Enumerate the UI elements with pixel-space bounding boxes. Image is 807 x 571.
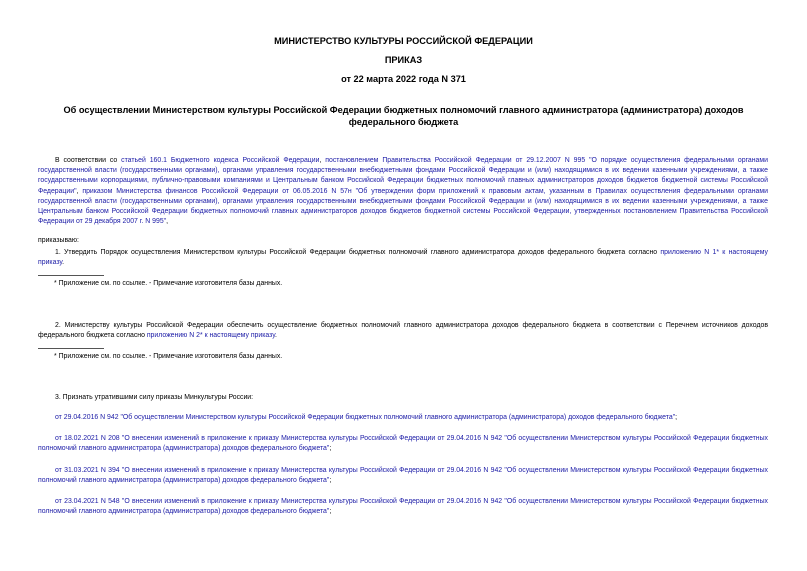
document-title: Об осуществлении Министерством культуры Российской Федерации бюджетных полномочий главного администратора (администратора) доходов федерального бюджета [63, 105, 744, 127]
orders-label: приказываю: [38, 237, 79, 244]
footnote-2: * Приложение см. по ссылке. - Примечание изготовителя базы данных. [54, 353, 283, 360]
item-2-end: . [275, 332, 277, 340]
ministry-heading: МИНИСТЕРСТВО КУЛЬТУРЫ РОССИЙСКОЙ ФЕДЕРАЦИИ [274, 36, 533, 46]
footnote-1: * Приложение см. по ссылке. - Примечание изготовителя базы данных. [54, 280, 283, 287]
repealed-order-link[interactable]: от 23.04.2021 N 548 "О внесении изменений в приложение к приказу Министерства культуры Российской Федерации от 29.04.2016 N 942 "Об осуществлении Министерством культуры Российской Федерации бюджетных полномочий главного администратора (администратора) доходов федерального бюджета" [38, 498, 768, 516]
government-resolution-link[interactable]: постановлением Правительства Российской Федерации от 29.12.2007 N 995 "О порядке осуществления федеральными органами государственной власти (государственными органами), органами управления государственными внебюджетными фондами Российской Федерации и (или) находящимися в их ведении казенными учреждениями, а также государственными корпорациями, публично-правовыми компаниями и Центральным банком Российской Федерации бюджетных полномочий главных администраторов доходов бюджетов бюджетной системы Российской Федерации" [38, 157, 768, 195]
document-type-heading: ПРИКАЗ [384, 55, 423, 65]
appendix-1-link[interactable]: приложению N 1* к настоящему приказу [38, 249, 768, 267]
item-1-paragraph [38, 248, 768, 268]
repealed-order-item: от 23.04.2021 N 548 "О внесении изменений в приложение к приказу Министерства культуры Российской Федерации от 29.04.2016 N 942 "Об осуществлении Министерством культуры Российской Федерации бюджетных полномочий главного администратора (администратора) доходов федерального бюджета"; [38, 498, 768, 516]
preamble-text: В соответствии со [55, 157, 122, 164]
appendix-2-link[interactable]: приложению N 2* к настоящему приказу [146, 332, 275, 340]
footnote-separator [38, 348, 104, 349]
item-3-paragraph: 3. Признать утратившими силу приказы Минкультуры России: [55, 394, 254, 401]
budget-code-link[interactable]: статьей 160.1 Бюджетного кодекса Российской Федерации [121, 157, 320, 164]
item-1-end: . [62, 259, 65, 267]
repealed-order-item: от 31.03.2021 N 394 "О внесении изменений в приложение к приказу Министерства культуры Российской Федерации от 29.04.2016 N 942 "Об осуществлении Министерством культуры Российской Федерации бюджетных полномочий главного администратора (администратора) доходов федерального бюджета"; [38, 467, 768, 485]
date-number-heading: от 22 марта 2022 года N 371 [341, 74, 466, 84]
repealed-order-link[interactable]: от 18.02.2021 N 208 "О внесении изменений в приложение к приказу Министерства культуры Российской Федерации от 29.04.2016 N 942 "Об осуществлении Министерством культуры Российской Федерации бюджетных полномочий главного администратора (администратора) доходов федерального бюджета" [38, 435, 768, 453]
repealed-order-item: от 18.02.2021 N 208 "О внесении изменений в приложение к приказу Министерства культуры Российской Федерации от 29.04.2016 N 942 "Об осуществлении Министерством культуры Российской Федерации бюджетных полномочий главного администратора (администратора) доходов федерального бюджета"; [38, 435, 768, 453]
footnote-separator [38, 275, 104, 276]
repealed-order-item: от 29.04.2016 N 942 "Об осуществлении Министерством культуры Российской Федерации бюджетных полномочий главного администратора (администратора) доходов федерального бюджета"; [55, 414, 678, 421]
preamble-text: , [319, 157, 326, 164]
minfin-order-link[interactable]: приказом Министерства финансов Российской Федерации от 06.05.2016 N 57н "Об утверждении форм приложений к правовым актам, указанным в Правилах осуществления федеральными органами государственной власти (государственными органами), органами управления государственными внебюджетными фондами Российской Федерации и (или) находящимися в их ведении казенными учреждениями, а также Центральным банком Российской Федерации бюджетных полномочий главных администраторов доходов бюджетов бюджетной системы Российской Федерации, утвержденных постановлением Правительства Российской Федерации от 29 декабря 2007 г. N 995" [38, 187, 768, 226]
item-1-text: 1. Утвердить Порядок осуществления Министерством культуры Российской Федерации бюджетных полномочий главного администратора доходов федерального бюджета согласно [55, 249, 661, 256]
preamble-text: , [76, 187, 83, 195]
item-2-text: 2. Министерству культуры Российской Федерации обеспечить осуществление бюджетных полномочий главного администратора доходов федерального бюджета в соответствии с Перечнем источников доходов федерального бюджета согласно [38, 322, 768, 340]
preamble-paragraph [38, 156, 768, 227]
repealed-order-link[interactable]: от 31.03.2021 N 394 "О внесении изменений в приложение к приказу Министерства культуры Российской Федерации от 29.04.2016 N 942 "Об осуществлении Министерством культуры Российской Федерации бюджетных полномочий главного администратора (администратора) доходов федерального бюджета" [38, 467, 768, 485]
item-2-paragraph [38, 321, 768, 341]
repealed-order-link[interactable]: от 29.04.2016 N 942 "Об осуществлении Министерством культуры Российской Федерации бюджетных полномочий главного администратора (администратора) доходов федерального бюджета" [55, 414, 676, 421]
preamble-text: , [166, 218, 169, 226]
